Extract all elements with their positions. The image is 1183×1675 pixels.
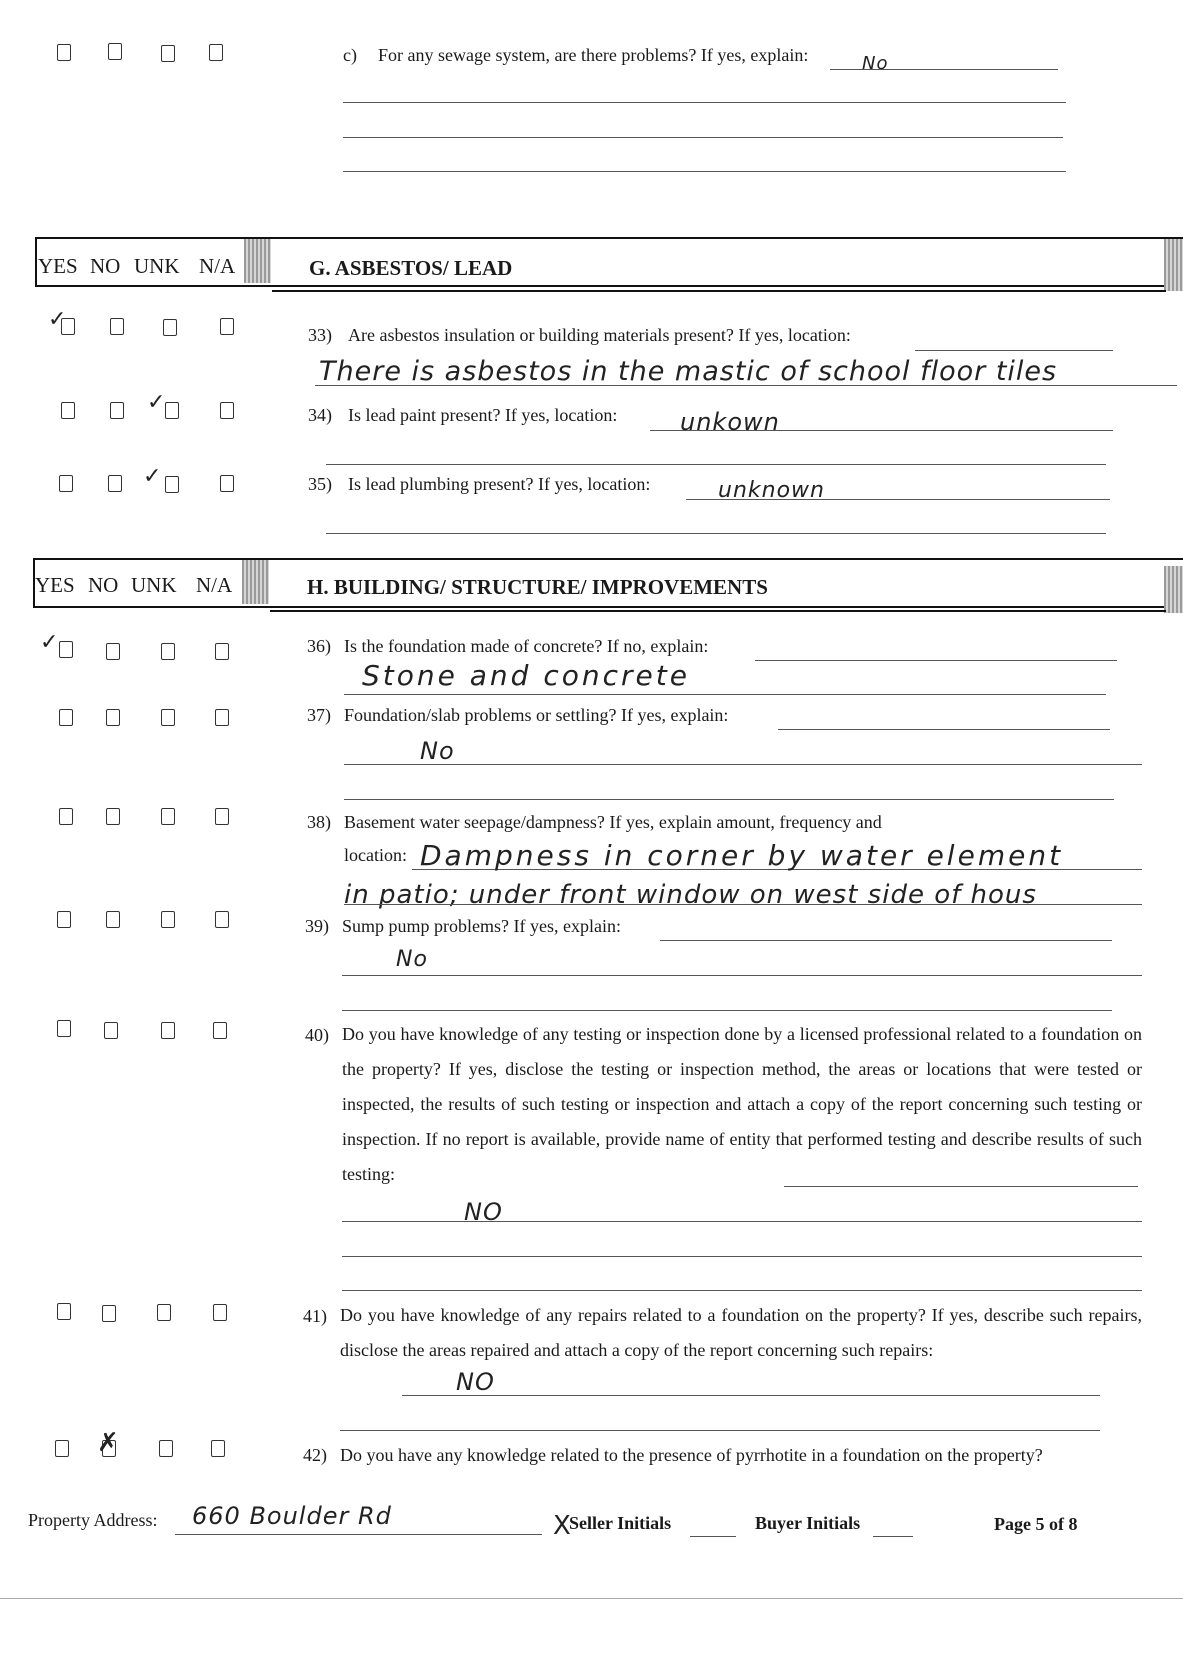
answer-line xyxy=(342,1221,1142,1222)
answer-line xyxy=(344,904,1142,905)
answer-line xyxy=(343,137,1063,138)
checkbox-no[interactable] xyxy=(102,1305,116,1322)
answer-line xyxy=(342,1290,1142,1291)
checkbox-no[interactable] xyxy=(104,1022,118,1039)
property-address-label: Property Address: xyxy=(28,1510,158,1530)
checkbox-yes[interactable] xyxy=(55,1440,69,1457)
question-34-text: Is lead paint present? If yes, location: xyxy=(348,405,618,425)
checkbox-unk[interactable] xyxy=(161,45,175,62)
buyer-initials-label: Buyer Initials xyxy=(755,1513,861,1533)
checkbox-na[interactable] xyxy=(220,402,234,419)
column-na: N/A xyxy=(196,573,233,597)
checkbox-yes[interactable] xyxy=(59,641,73,658)
question-36-text: Is the foundation made of concrete? If no, explain: xyxy=(344,636,709,656)
checkbox-na[interactable] xyxy=(211,1440,225,1457)
checkbox-na[interactable] xyxy=(209,44,223,61)
answer-33: There is asbestos in the mastic of school floor tiles xyxy=(319,356,1058,387)
checkbox-yes[interactable] xyxy=(57,44,71,61)
checkbox-yes[interactable] xyxy=(57,1303,71,1320)
column-unk: UNK xyxy=(134,254,180,278)
checkbox-unk[interactable] xyxy=(161,643,175,660)
question-41-number: 41) xyxy=(303,1306,327,1326)
seller-initials-line xyxy=(690,1536,736,1537)
check-mark-icon: ✗ xyxy=(97,1428,119,1458)
check-mark-icon: ✓ xyxy=(147,390,166,415)
answer-line xyxy=(915,350,1113,351)
checkbox-yes[interactable] xyxy=(59,475,73,492)
answer-line xyxy=(344,764,1142,765)
answer-41: NO xyxy=(456,1368,495,1396)
checkbox-na[interactable] xyxy=(215,709,229,726)
question-33-number: 33) xyxy=(308,325,332,345)
checkbox-yes[interactable] xyxy=(59,808,73,825)
seller-initial-mark: X xyxy=(553,1511,572,1541)
question-36-number: 36) xyxy=(307,636,331,656)
checkbox-unk[interactable] xyxy=(157,1304,171,1321)
checkbox-yes[interactable] xyxy=(57,911,71,928)
question-34-number: 34) xyxy=(308,405,332,425)
answer-line xyxy=(402,1395,1100,1396)
checkbox-no[interactable] xyxy=(108,475,122,492)
column-yes: YES xyxy=(38,254,78,278)
question-39-number: 39) xyxy=(305,916,329,936)
checkbox-yes[interactable] xyxy=(57,1020,71,1037)
checkbox-unk[interactable] xyxy=(161,808,175,825)
question-35-number: 35) xyxy=(308,474,332,494)
answer-line xyxy=(342,1010,1112,1011)
answer-39: No xyxy=(396,947,428,972)
checkbox-no[interactable] xyxy=(106,643,120,660)
answer-line xyxy=(342,975,1142,976)
answer-35: unknown xyxy=(718,478,825,503)
checkbox-na[interactable] xyxy=(215,808,229,825)
column-no: NO xyxy=(88,573,119,597)
address-line xyxy=(175,1534,542,1535)
question-38-text: Basement water seepage/dampness? If yes, explain amount, frequency and xyxy=(344,812,882,832)
checkbox-no[interactable] xyxy=(110,318,124,335)
checkbox-yes[interactable] xyxy=(61,402,75,419)
answer-line xyxy=(660,940,1112,941)
answer-line xyxy=(755,660,1117,661)
answer-37: No xyxy=(420,737,455,765)
answer-line xyxy=(326,533,1106,534)
checkbox-unk[interactable] xyxy=(159,1440,173,1457)
answer-38-line2: in patio; under front window on west side of hous xyxy=(344,880,1037,910)
answer-line xyxy=(344,799,1114,800)
section-h-shade-left xyxy=(242,560,269,604)
question-41-text: Do you have knowledge of any repairs related to a foundation on the property? If yes, describe such repairs, disclose the areas repaired and attach a copy of the report concerning such repairs: xyxy=(340,1305,1142,1360)
checkbox-no[interactable] xyxy=(110,402,124,419)
question-38-location-label: location: xyxy=(344,845,407,865)
answer-34: unkown xyxy=(680,408,780,436)
checkbox-na[interactable] xyxy=(213,1304,227,1321)
section-g-shade-right xyxy=(1164,239,1183,291)
checkbox-no[interactable] xyxy=(108,43,122,60)
section-h-title: H. BUILDING/ STRUCTURE/ IMPROVEMENTS xyxy=(307,575,768,599)
answer-36: Stone and concrete xyxy=(362,659,690,692)
column-no: NO xyxy=(90,254,121,278)
property-address-value: 660 Boulder Rd xyxy=(192,1502,392,1530)
answer-line xyxy=(315,385,1177,386)
question-c-number: c) xyxy=(343,45,357,65)
question-33-text: Are asbestos insulation or building materials present? If yes, location: xyxy=(348,325,851,345)
checkbox-no[interactable] xyxy=(106,709,120,726)
answer-line xyxy=(344,694,1106,695)
question-39-text: Sump pump problems? If yes, explain: xyxy=(342,916,621,936)
bottom-rule xyxy=(0,1598,1183,1599)
section-h-shade-right xyxy=(1164,566,1183,613)
checkbox-unk[interactable] xyxy=(161,709,175,726)
checkbox-unk[interactable] xyxy=(165,402,179,419)
question-40-text: Do you have knowledge of any testing or inspection done by a licensed professional related to a foundation on the property? If yes, disclose the testing or inspection method, the areas or locations that were tested or inspected, the results of such testing or inspection and attach a copy of the report concerning such testing or inspection. If no report is available, provide name of entity that performed testing and describe results of such testing: xyxy=(342,1024,1142,1184)
answer-line xyxy=(343,102,1066,103)
seller-initials-label: Seller Initials xyxy=(569,1513,672,1533)
checkbox-unk[interactable] xyxy=(163,319,177,336)
column-yes: YES xyxy=(35,573,75,597)
question-42-text: Do you have any knowledge related to the presence of pyrrhotite in a foundation on the property? xyxy=(340,1445,1043,1465)
checkbox-no[interactable] xyxy=(106,808,120,825)
checkbox-na[interactable] xyxy=(215,643,229,660)
question-40-number: 40) xyxy=(305,1025,329,1045)
checkbox-yes[interactable] xyxy=(59,709,73,726)
checkbox-na[interactable] xyxy=(220,475,234,492)
question-38-number: 38) xyxy=(307,812,331,832)
section-g-title: G. ASBESTOS/ LEAD xyxy=(309,256,513,280)
section-g-underline xyxy=(272,290,1166,292)
check-mark-icon: ✓ xyxy=(40,630,59,655)
checkbox-na[interactable] xyxy=(220,318,234,335)
section-h-underline xyxy=(270,610,1166,612)
answer-line xyxy=(340,1430,1100,1431)
checkbox-unk[interactable] xyxy=(165,476,179,493)
question-35-text: Is lead plumbing present? If yes, location: xyxy=(348,474,651,494)
answer-line xyxy=(326,464,1106,465)
answer-line xyxy=(784,1186,1138,1187)
checkbox-na[interactable] xyxy=(215,911,229,928)
column-unk: UNK xyxy=(131,573,177,597)
checkbox-na[interactable] xyxy=(213,1022,227,1039)
checkbox-unk[interactable] xyxy=(161,911,175,928)
question-37-number: 37) xyxy=(307,705,331,725)
answer-c: No xyxy=(862,53,889,74)
checkbox-no[interactable] xyxy=(106,911,120,928)
buyer-initials-line xyxy=(873,1536,913,1537)
section-g-shade-left xyxy=(244,239,271,283)
answer-line xyxy=(778,729,1110,730)
checkbox-unk[interactable] xyxy=(161,1022,175,1039)
column-na: N/A xyxy=(199,254,236,278)
check-mark-icon: ✓ xyxy=(143,464,162,489)
answer-line xyxy=(343,171,1066,172)
answer-40: NO xyxy=(464,1198,503,1226)
question-42-number: 42) xyxy=(303,1445,327,1465)
answer-line xyxy=(342,1256,1142,1257)
check-mark-icon: ✓ xyxy=(48,307,67,332)
question-c-text: For any sewage system, are there problems? If yes, explain: xyxy=(378,45,809,65)
page-number: Page 5 of 8 xyxy=(994,1514,1078,1534)
answer-38-line1: Dampness in corner by water element xyxy=(420,839,1064,872)
question-37-text: Foundation/slab problems or settling? If yes, explain: xyxy=(344,705,729,725)
